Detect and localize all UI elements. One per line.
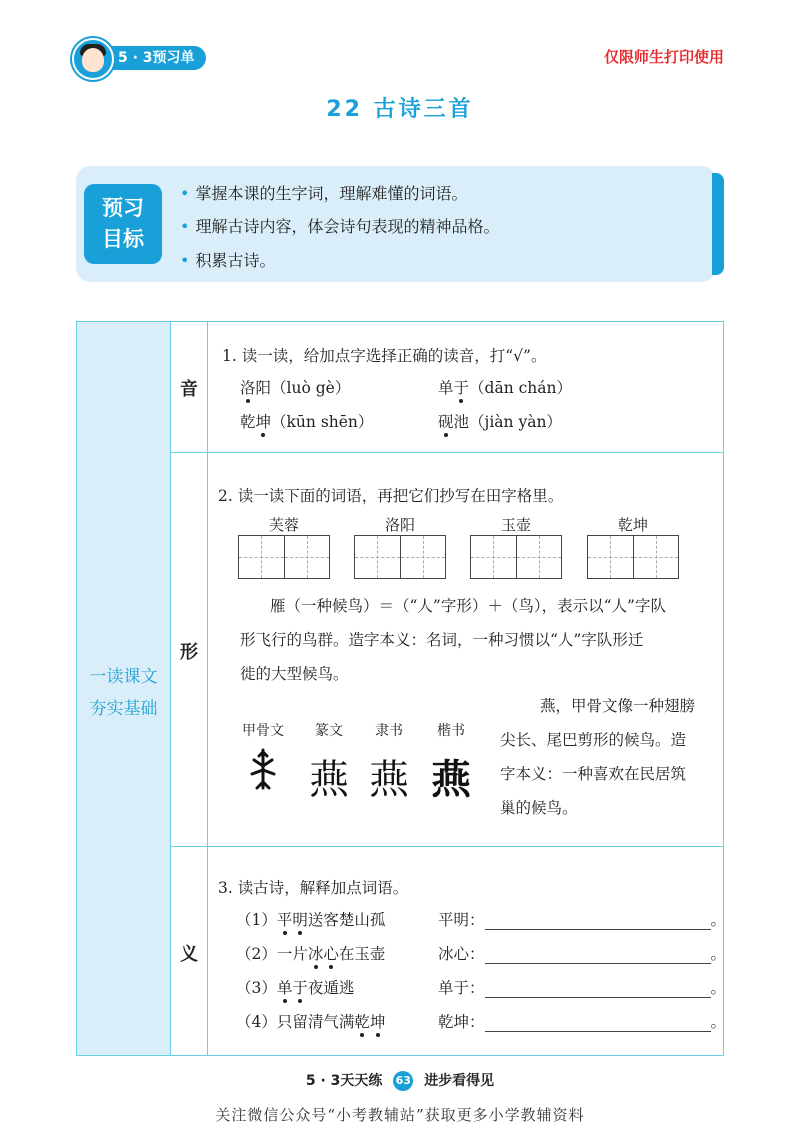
etymology-text-yan-swallow-4: 巢的候鸟。 bbox=[500, 799, 578, 817]
side-label-line2: 夯实基础 bbox=[89, 699, 158, 719]
pinyin-item: 砚池（jiàn yàn） bbox=[438, 413, 562, 431]
script-label: 篆文 bbox=[315, 723, 343, 739]
script-label: 甲骨文 bbox=[242, 723, 284, 739]
goal-item: • 理解古诗内容，体会诗句表现的精神品格。 bbox=[180, 217, 500, 236]
category-yin: 音 bbox=[180, 379, 198, 400]
poem-line: （4）只留清气满乾坤 bbox=[236, 1013, 386, 1031]
tianzige-grid[interactable] bbox=[470, 535, 562, 579]
page-number: 63 bbox=[393, 1071, 413, 1091]
bullet-icon: • bbox=[180, 217, 190, 236]
goal-item: • 掌握本课的生字词，理解难懂的词语。 bbox=[180, 184, 468, 203]
question-1: 1. 读一读，给加点字选择正确的读音，打“√”。 bbox=[222, 347, 547, 365]
clerical-script-glyph: 燕 bbox=[369, 757, 409, 803]
answer-line: 平明： 。 bbox=[438, 911, 727, 929]
answer-blank[interactable] bbox=[485, 911, 711, 930]
regular-script-glyph: 燕 bbox=[431, 756, 471, 803]
script-label: 楷书 bbox=[437, 723, 465, 739]
goals-panel-edge bbox=[712, 173, 724, 275]
poem-line: （1）平明送客楚山孤 bbox=[236, 911, 386, 929]
goals-tag bbox=[84, 184, 162, 264]
cartoon-avatar-icon bbox=[72, 38, 114, 80]
goals-tag-line1: 预习 bbox=[102, 196, 144, 220]
question-3: 3. 读古诗，解释加点词语。 bbox=[218, 879, 409, 897]
series-badge bbox=[72, 38, 206, 78]
etymology-text-yan-1: 雁（一种候鸟）＝（“人”字形）＋（鸟），表示以“人”字队 bbox=[270, 597, 666, 615]
watermark-note: 关注微信公众号“小考教辅站”获取更多小学教辅资料 bbox=[215, 1106, 585, 1124]
etymology-text-yan-swallow-2: 尖长、尾巴剪形的候鸟。造 bbox=[500, 731, 687, 749]
seal-script-glyph: 燕 bbox=[309, 757, 349, 803]
series-badge-label: 5 · 3预习单 bbox=[102, 46, 206, 70]
pinyin-item: 乾坤（kūn shēn） bbox=[240, 413, 374, 431]
footer-slogan: 进步看得见 bbox=[424, 1073, 495, 1089]
etymology-text-yan-swallow-1: 燕，甲骨文像一种翅膀 bbox=[540, 697, 696, 715]
answer-blank[interactable] bbox=[485, 979, 711, 998]
goals-tag-line2: 目标 bbox=[102, 227, 144, 251]
column-divider bbox=[207, 321, 208, 1056]
row-divider bbox=[171, 846, 724, 847]
answer-blank[interactable] bbox=[485, 945, 711, 964]
copy-word-label: 芙蓉 bbox=[268, 516, 299, 534]
answer-blank[interactable] bbox=[485, 1013, 711, 1032]
answer-line: 单于： 。 bbox=[438, 979, 727, 997]
pinyin-item: 洛阳（luò gè） bbox=[240, 379, 351, 397]
tianzige-grid[interactable] bbox=[354, 535, 446, 579]
goal-item: • 积累古诗。 bbox=[180, 251, 276, 270]
answer-line: 冰心： 。 bbox=[438, 945, 727, 963]
category-yi: 义 bbox=[180, 944, 198, 965]
poem-line: （2）一片冰心在玉壶 bbox=[236, 945, 386, 963]
pinyin-item: 单于（dān chán） bbox=[438, 379, 572, 397]
copy-word-label: 乾坤 bbox=[617, 516, 648, 534]
etymology-text-yan-3: 徙的大型候鸟。 bbox=[240, 665, 349, 683]
footer-series: 5 · 3天天练 bbox=[305, 1073, 383, 1089]
print-notice: 仅限师生打印使用 bbox=[603, 48, 724, 66]
row-divider bbox=[171, 452, 724, 453]
tianzige-grid[interactable] bbox=[587, 535, 679, 579]
tianzige-grid[interactable] bbox=[238, 535, 330, 579]
poem-line: （3）单于夜遁逃 bbox=[236, 979, 355, 997]
bullet-icon: • bbox=[180, 184, 190, 203]
copy-word-label: 洛阳 bbox=[384, 516, 415, 534]
answer-line: 乾坤： 。 bbox=[438, 1013, 727, 1031]
page-footer bbox=[0, 1070, 800, 1091]
page-title: 22 古诗三首 bbox=[326, 97, 474, 122]
category-xing: 形 bbox=[180, 642, 198, 663]
oracle-bone-swallow-icon bbox=[236, 748, 290, 801]
script-label: 隶书 bbox=[375, 723, 403, 739]
question-2: 2. 读一读下面的词语，再把它们抄写在田字格里。 bbox=[218, 487, 564, 505]
etymology-text-yan-2: 形飞行的鸟群。造字本义：名词，一种习惯以“人”字队形迁 bbox=[240, 631, 644, 649]
bullet-icon: • bbox=[180, 251, 190, 270]
copy-word-label: 玉壶 bbox=[500, 516, 531, 534]
etymology-text-yan-swallow-3: 字本义：一种喜欢在民居筑 bbox=[500, 765, 687, 783]
side-label-line1: 一读课文 bbox=[89, 667, 158, 687]
